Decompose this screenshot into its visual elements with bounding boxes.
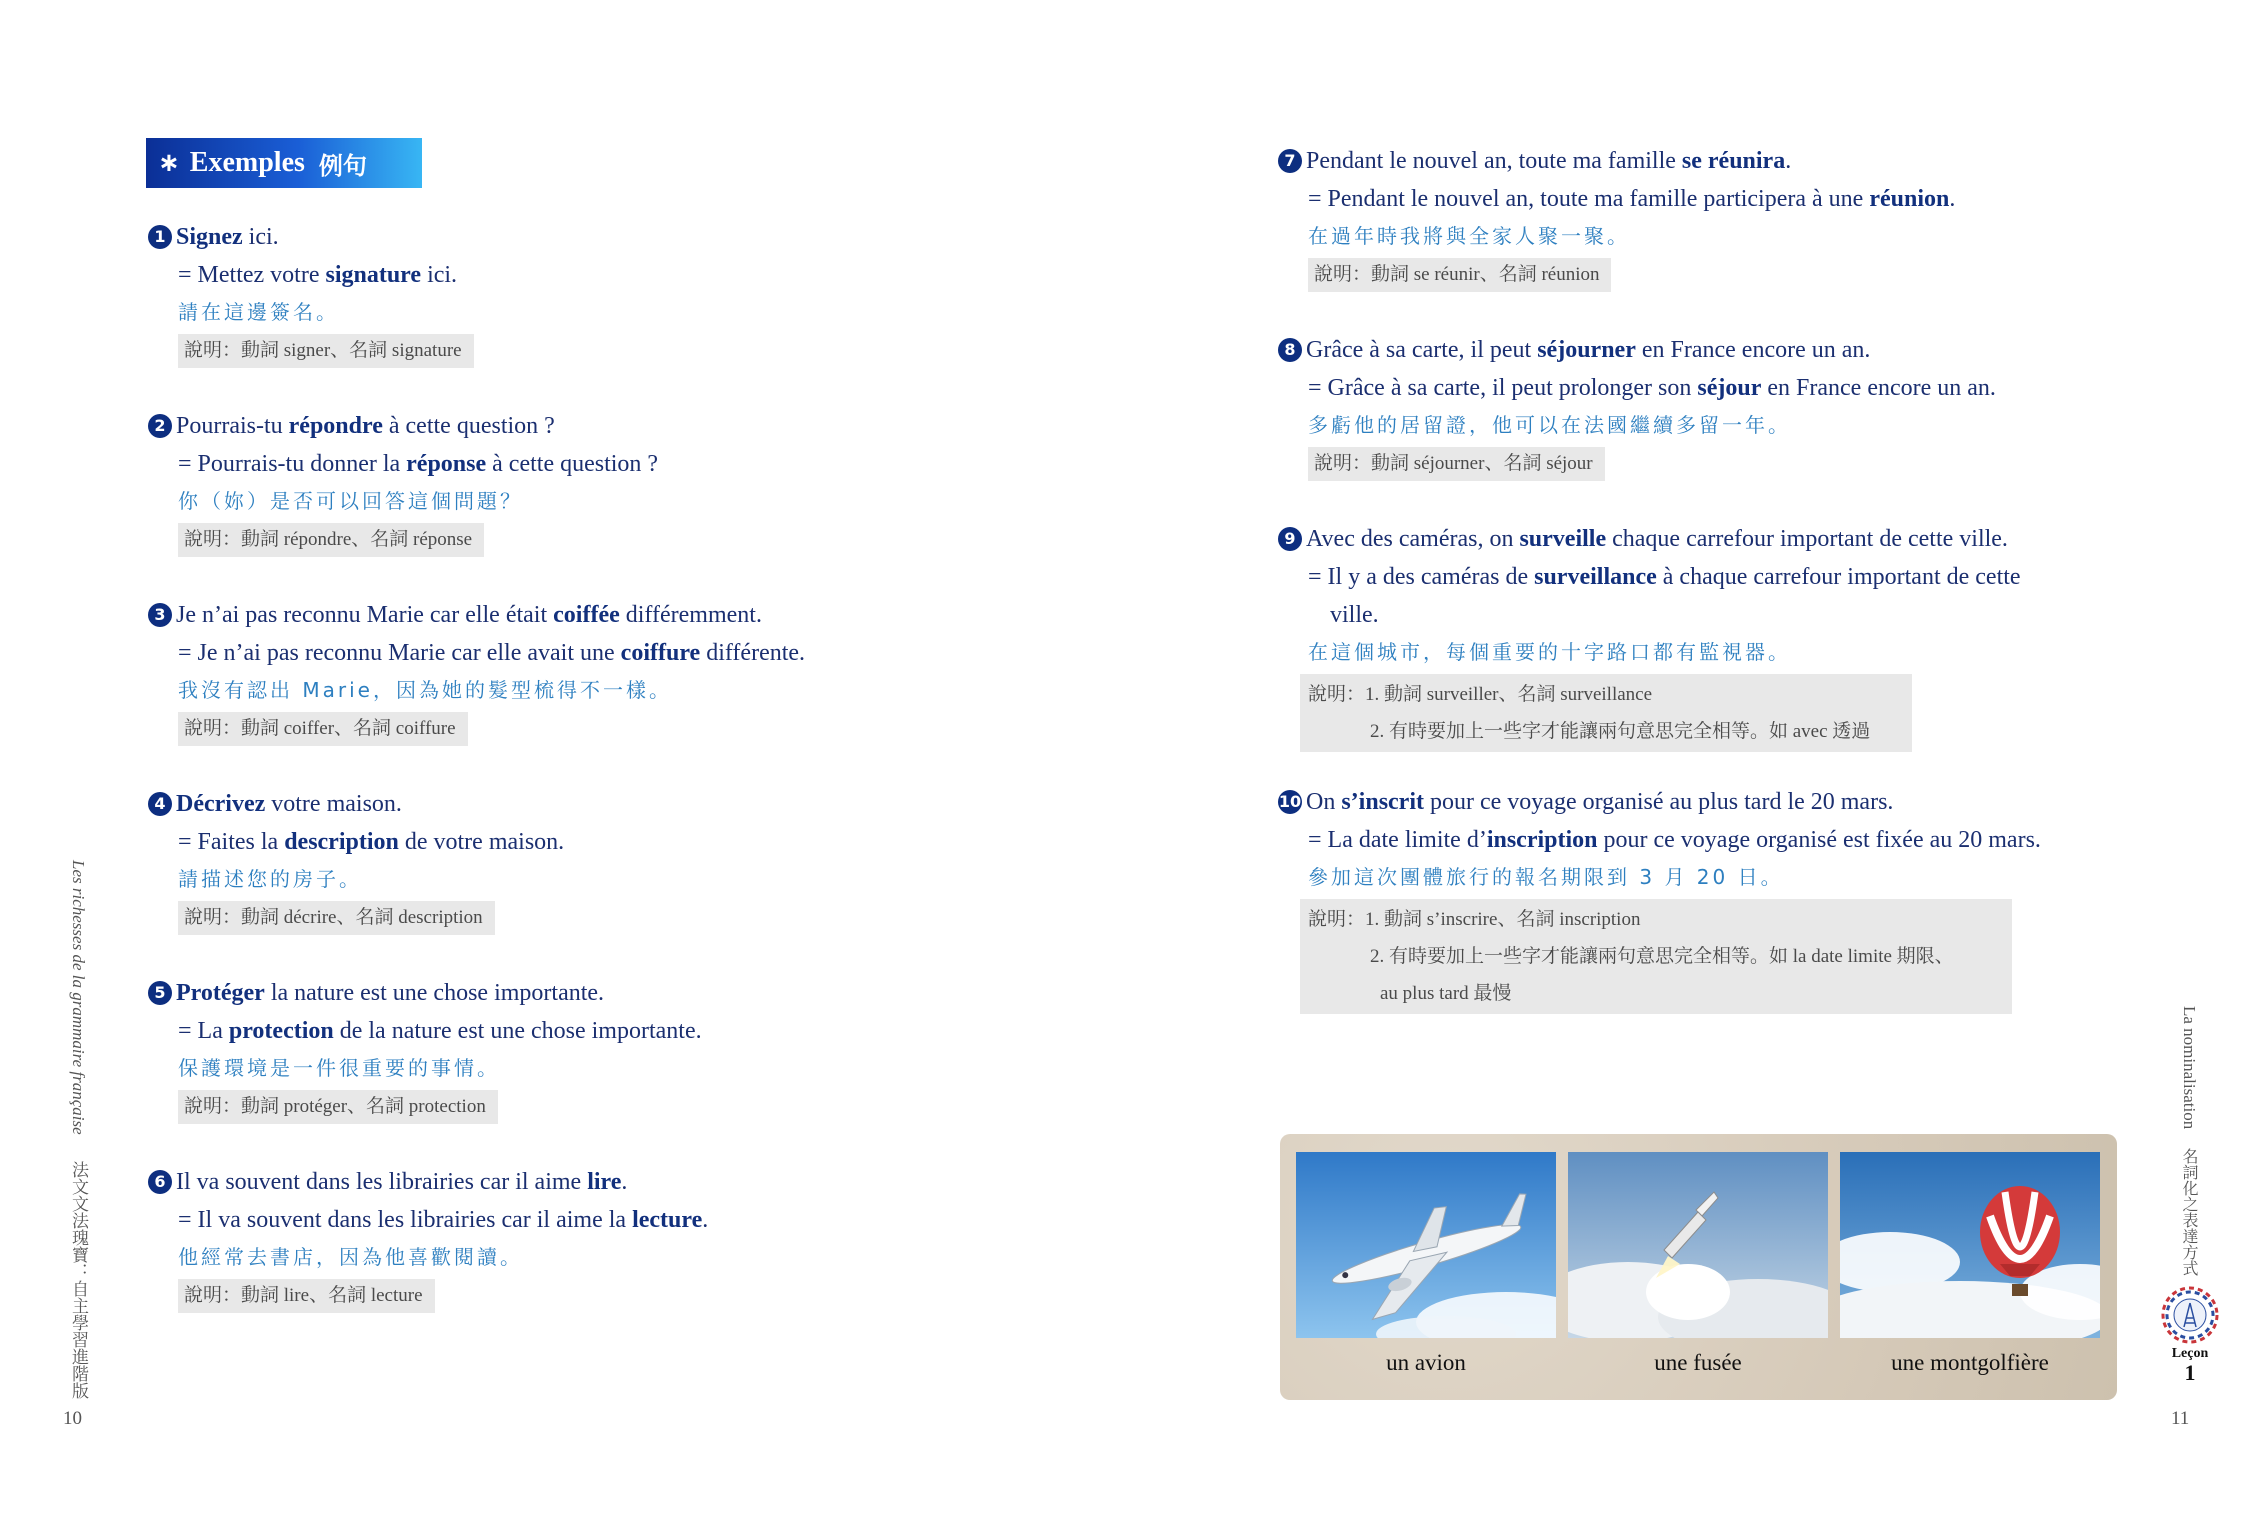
rich-text: [176, 224, 279, 250]
example-note: 說明：動詞 lire、名詞 lecture: [178, 1279, 435, 1313]
example-translation: 在過年時我將與全家人聚一聚。: [1308, 224, 1630, 248]
rich-text: [176, 602, 762, 628]
asterisk-icon: ∗: [158, 148, 180, 178]
example-rephrase: [1278, 821, 2041, 859]
keyword: séjourner: [1537, 337, 1636, 363]
rich-text: [1306, 789, 1893, 815]
keyword: s’inscrit: [1341, 789, 1424, 815]
text-segment: Pendant le nouvel an, toute ma famille: [1306, 148, 1682, 174]
example-3: [148, 596, 805, 746]
postal-seal-icon: [2161, 1286, 2219, 1344]
example-8: [1278, 331, 1996, 481]
text-segment: = La date limite d’: [1308, 827, 1487, 853]
example-translation: 參加這次團體旅行的報名期限到 3 月 20 日。: [1308, 865, 1784, 889]
book-title-vertical: [66, 860, 91, 1399]
page-number-left: 10: [63, 1408, 82, 1429]
example-note: [1300, 899, 2012, 1014]
example-sentence: [148, 218, 474, 256]
text-segment: = Faites la: [178, 829, 285, 855]
lesson-title-vertical: [2178, 1006, 2201, 1276]
lesson-title-zh: 名詞化之表達方式: [2180, 1147, 2199, 1276]
text-segment: Pourrais-tu: [176, 413, 289, 439]
keyword: séjour: [1697, 375, 1762, 401]
example-sentence: [1278, 142, 1955, 180]
example-note: 說明：動詞 coiffer、名詞 coiffure: [178, 712, 468, 746]
book-title-fr: Les richesses de la grammaire française: [69, 860, 88, 1135]
keyword: se réunira: [1681, 148, 1786, 174]
photo-strip: [1280, 1134, 2117, 1400]
text-segment: = Pourrais-tu donner la: [178, 451, 407, 477]
photo-caption: une montgolfière: [1891, 1350, 2049, 1375]
note-line: 2. 有時要加上一些字才能讓兩句意思完全相等。如 la date limite 期限、: [1370, 946, 1954, 967]
example-sentence: [1278, 783, 2041, 821]
text-segment: en France encore un an.: [1761, 375, 1996, 401]
keyword: signature: [325, 262, 422, 288]
example-rephrase: [148, 256, 474, 294]
example-rephrase: [148, 445, 658, 483]
text-segment: pour ce voyage organisé est fixée au 20 mars.: [1597, 827, 2041, 853]
text-segment: la nature est une chose importante.: [264, 980, 605, 1006]
example-sentence: [148, 407, 658, 445]
rich-text: [1308, 375, 1996, 401]
example-rephrase: [148, 634, 805, 672]
text-segment: à cette question ?: [486, 451, 659, 477]
rich-text: [176, 791, 402, 817]
page-number-right: 11: [2171, 1408, 2190, 1429]
example-2: [148, 407, 658, 557]
example-rephrase: [148, 1201, 708, 1239]
keyword: description: [284, 829, 399, 855]
rich-text: [178, 262, 457, 288]
keyword: protection: [228, 1018, 334, 1044]
text-segment: différemment.: [619, 602, 762, 628]
example-rephrase: [148, 823, 564, 861]
example-9: [1278, 520, 2021, 752]
number-badge: 3: [148, 603, 172, 627]
number-badge: 7: [1278, 149, 1302, 173]
example-rephrase: [1278, 180, 1955, 218]
photo-caption: une fusée: [1654, 1350, 1742, 1375]
section-title-zh: 例句: [318, 151, 367, 180]
keyword: Décrivez: [176, 791, 266, 817]
example-translation: 保護環境是一件很重要的事情。: [178, 1056, 500, 1080]
keyword: inscription: [1486, 827, 1598, 853]
number-badge: 9: [1278, 527, 1302, 551]
text-segment: = Il y a des caméras de: [1308, 564, 1535, 590]
example-sentence: [148, 1163, 708, 1201]
example-sentence: [148, 785, 564, 823]
example-translation: 他經常去書店，因為他喜歡閱讀。: [178, 1245, 523, 1269]
text-segment: .: [1785, 148, 1792, 174]
example-rephrase-continued: ville.: [1330, 602, 1379, 628]
rich-text: [178, 1018, 702, 1044]
number-badge: 6: [148, 1170, 172, 1194]
keyword: lecture: [632, 1207, 703, 1233]
example-note: 說明：動詞 signer、名詞 signature: [178, 334, 474, 368]
lecon-badge: [2158, 1286, 2222, 1384]
keyword: coiffée: [553, 602, 620, 628]
example-sentence: [1278, 520, 2021, 558]
keyword: Protéger: [176, 980, 265, 1006]
lecon-number: 1: [2184, 1360, 2196, 1385]
example-4: [148, 785, 564, 935]
note-line: 說明：1. 動詞 s’inscrire、名詞 inscription: [1308, 909, 1641, 930]
hot-air-balloon-photo: [1840, 1152, 2100, 1338]
keyword: réponse: [406, 451, 487, 477]
note-line: 說明：1. 動詞 surveiller、名詞 surveillance: [1308, 684, 1653, 705]
example-translation: 請在這邊簽名。: [178, 300, 339, 324]
keyword: répondre: [288, 413, 383, 439]
text-segment: On: [1306, 789, 1342, 815]
text-segment: ici.: [242, 224, 279, 250]
keyword: lire: [587, 1169, 622, 1195]
lecon-label: Leçon: [2171, 1346, 2209, 1361]
text-segment: = Il va souvent dans les librairies car il aime la: [178, 1207, 633, 1233]
example-6: [148, 1163, 708, 1313]
photo-caption: un avion: [1386, 1350, 1466, 1375]
book-title-zh: 法文文法瑰寶：自主學習進階版: [68, 1161, 88, 1400]
text-segment: = La: [178, 1018, 229, 1044]
text-segment: .: [702, 1207, 709, 1233]
text-segment: .: [621, 1169, 628, 1195]
text-segment: Il va souvent dans les librairies car il aime: [176, 1169, 588, 1195]
rich-text: [178, 640, 805, 666]
airplane-photo: [1296, 1152, 1556, 1338]
example-translation: 我沒有認出 Marie，因為她的髮型梳得不一樣。: [178, 678, 672, 702]
text-segment: différente.: [700, 640, 806, 666]
example-5: [148, 974, 702, 1124]
example-rephrase: [1278, 558, 2021, 596]
example-1: [148, 218, 474, 368]
example-note: 說明：動詞 protéger、名詞 protection: [178, 1090, 498, 1124]
keyword: surveillance: [1534, 564, 1657, 590]
example-translation: 在這個城市，每個重要的十字路口都有監視器。: [1308, 640, 1791, 664]
section-title: [146, 138, 422, 188]
rich-text: [176, 1169, 627, 1195]
example-sentence: [1278, 331, 1996, 369]
rich-text: [1308, 564, 2021, 590]
text-segment: à chaque carrefour important de cette: [1656, 564, 2021, 590]
example-rephrase: [148, 1012, 702, 1050]
example-rephrase: [1278, 369, 1996, 407]
text-segment: pour ce voyage organisé au plus tard le 20 mars.: [1424, 789, 1894, 815]
text-segment: ici.: [421, 262, 458, 288]
rich-text: [1306, 526, 2008, 552]
lesson-title-fr: La nominalisation: [2180, 1006, 2199, 1130]
number-badge: 10: [1278, 790, 1302, 814]
example-translation: 多虧他的居留證，他可以在法國繼續多留一年。: [1308, 413, 1791, 437]
example-sentence: [148, 974, 702, 1012]
text-segment: de la nature est une chose importante.: [333, 1018, 702, 1044]
number-badge: 8: [1278, 338, 1302, 362]
rich-text: [176, 413, 555, 439]
keyword: surveille: [1519, 526, 1607, 552]
text-segment: en France encore un an.: [1635, 337, 1871, 363]
rich-text: [1306, 148, 1791, 174]
number-badge: 1: [148, 225, 172, 249]
text-segment: votre maison.: [265, 791, 402, 817]
note-line: 2. 有時要加上一些字才能讓兩句意思完全相等。如 avec 透過: [1370, 721, 1871, 742]
example-note: 說明：動詞 décrire、名詞 description: [178, 901, 495, 935]
rich-text: [176, 980, 604, 1006]
keyword: réunion: [1869, 186, 1950, 212]
rich-text: [1308, 186, 1955, 212]
section-title-text: Exemples: [189, 147, 305, 178]
example-10: [1278, 783, 2041, 1014]
example-note: 說明：動詞 séjourner、名詞 séjour: [1308, 447, 1605, 481]
text-segment: Grâce à sa carte, il peut: [1306, 337, 1538, 363]
text-segment: .: [1949, 186, 1956, 212]
text-segment: = Je n’ai pas reconnu Marie car elle avait une: [178, 640, 621, 666]
example-7: [1278, 142, 1955, 292]
example-note: 說明：動詞 répondre、名詞 réponse: [178, 523, 484, 557]
text-segment: Avec des caméras, on: [1306, 526, 1520, 552]
example-translation: 你（妳）是否可以回答這個問題？: [178, 489, 523, 513]
text-segment: à cette question ?: [382, 413, 555, 439]
rocket-photo: [1568, 1152, 1828, 1338]
text-segment: chaque carrefour important de cette ville.: [1606, 526, 2008, 552]
text-segment: = Mettez votre: [178, 262, 326, 288]
rich-text: [178, 1207, 708, 1233]
example-note: 說明：動詞 se réunir、名詞 réunion: [1308, 258, 1611, 292]
keyword: coiffure: [620, 640, 701, 666]
example-note: [1300, 674, 1912, 752]
text-segment: de votre maison.: [398, 829, 565, 855]
text-segment: Je n’ai pas reconnu Marie car elle était: [176, 602, 554, 628]
number-badge: 4: [148, 792, 172, 816]
number-badge: 5: [148, 981, 172, 1005]
rich-text: [1306, 337, 1870, 363]
example-translation: 請描述您的房子。: [178, 867, 362, 891]
number-badge: 2: [148, 414, 172, 438]
text-segment: = Grâce à sa carte, il peut prolonger son: [1308, 375, 1698, 401]
rich-text: [178, 829, 564, 855]
note-line: au plus tard 最慢: [1380, 983, 1512, 1004]
rich-text: [178, 451, 658, 477]
example-sentence: [148, 596, 805, 634]
text-segment: = Pendant le nouvel an, toute ma famille participera à une: [1308, 186, 1870, 212]
rich-text: [1308, 827, 2041, 853]
keyword: Signez: [176, 224, 243, 250]
